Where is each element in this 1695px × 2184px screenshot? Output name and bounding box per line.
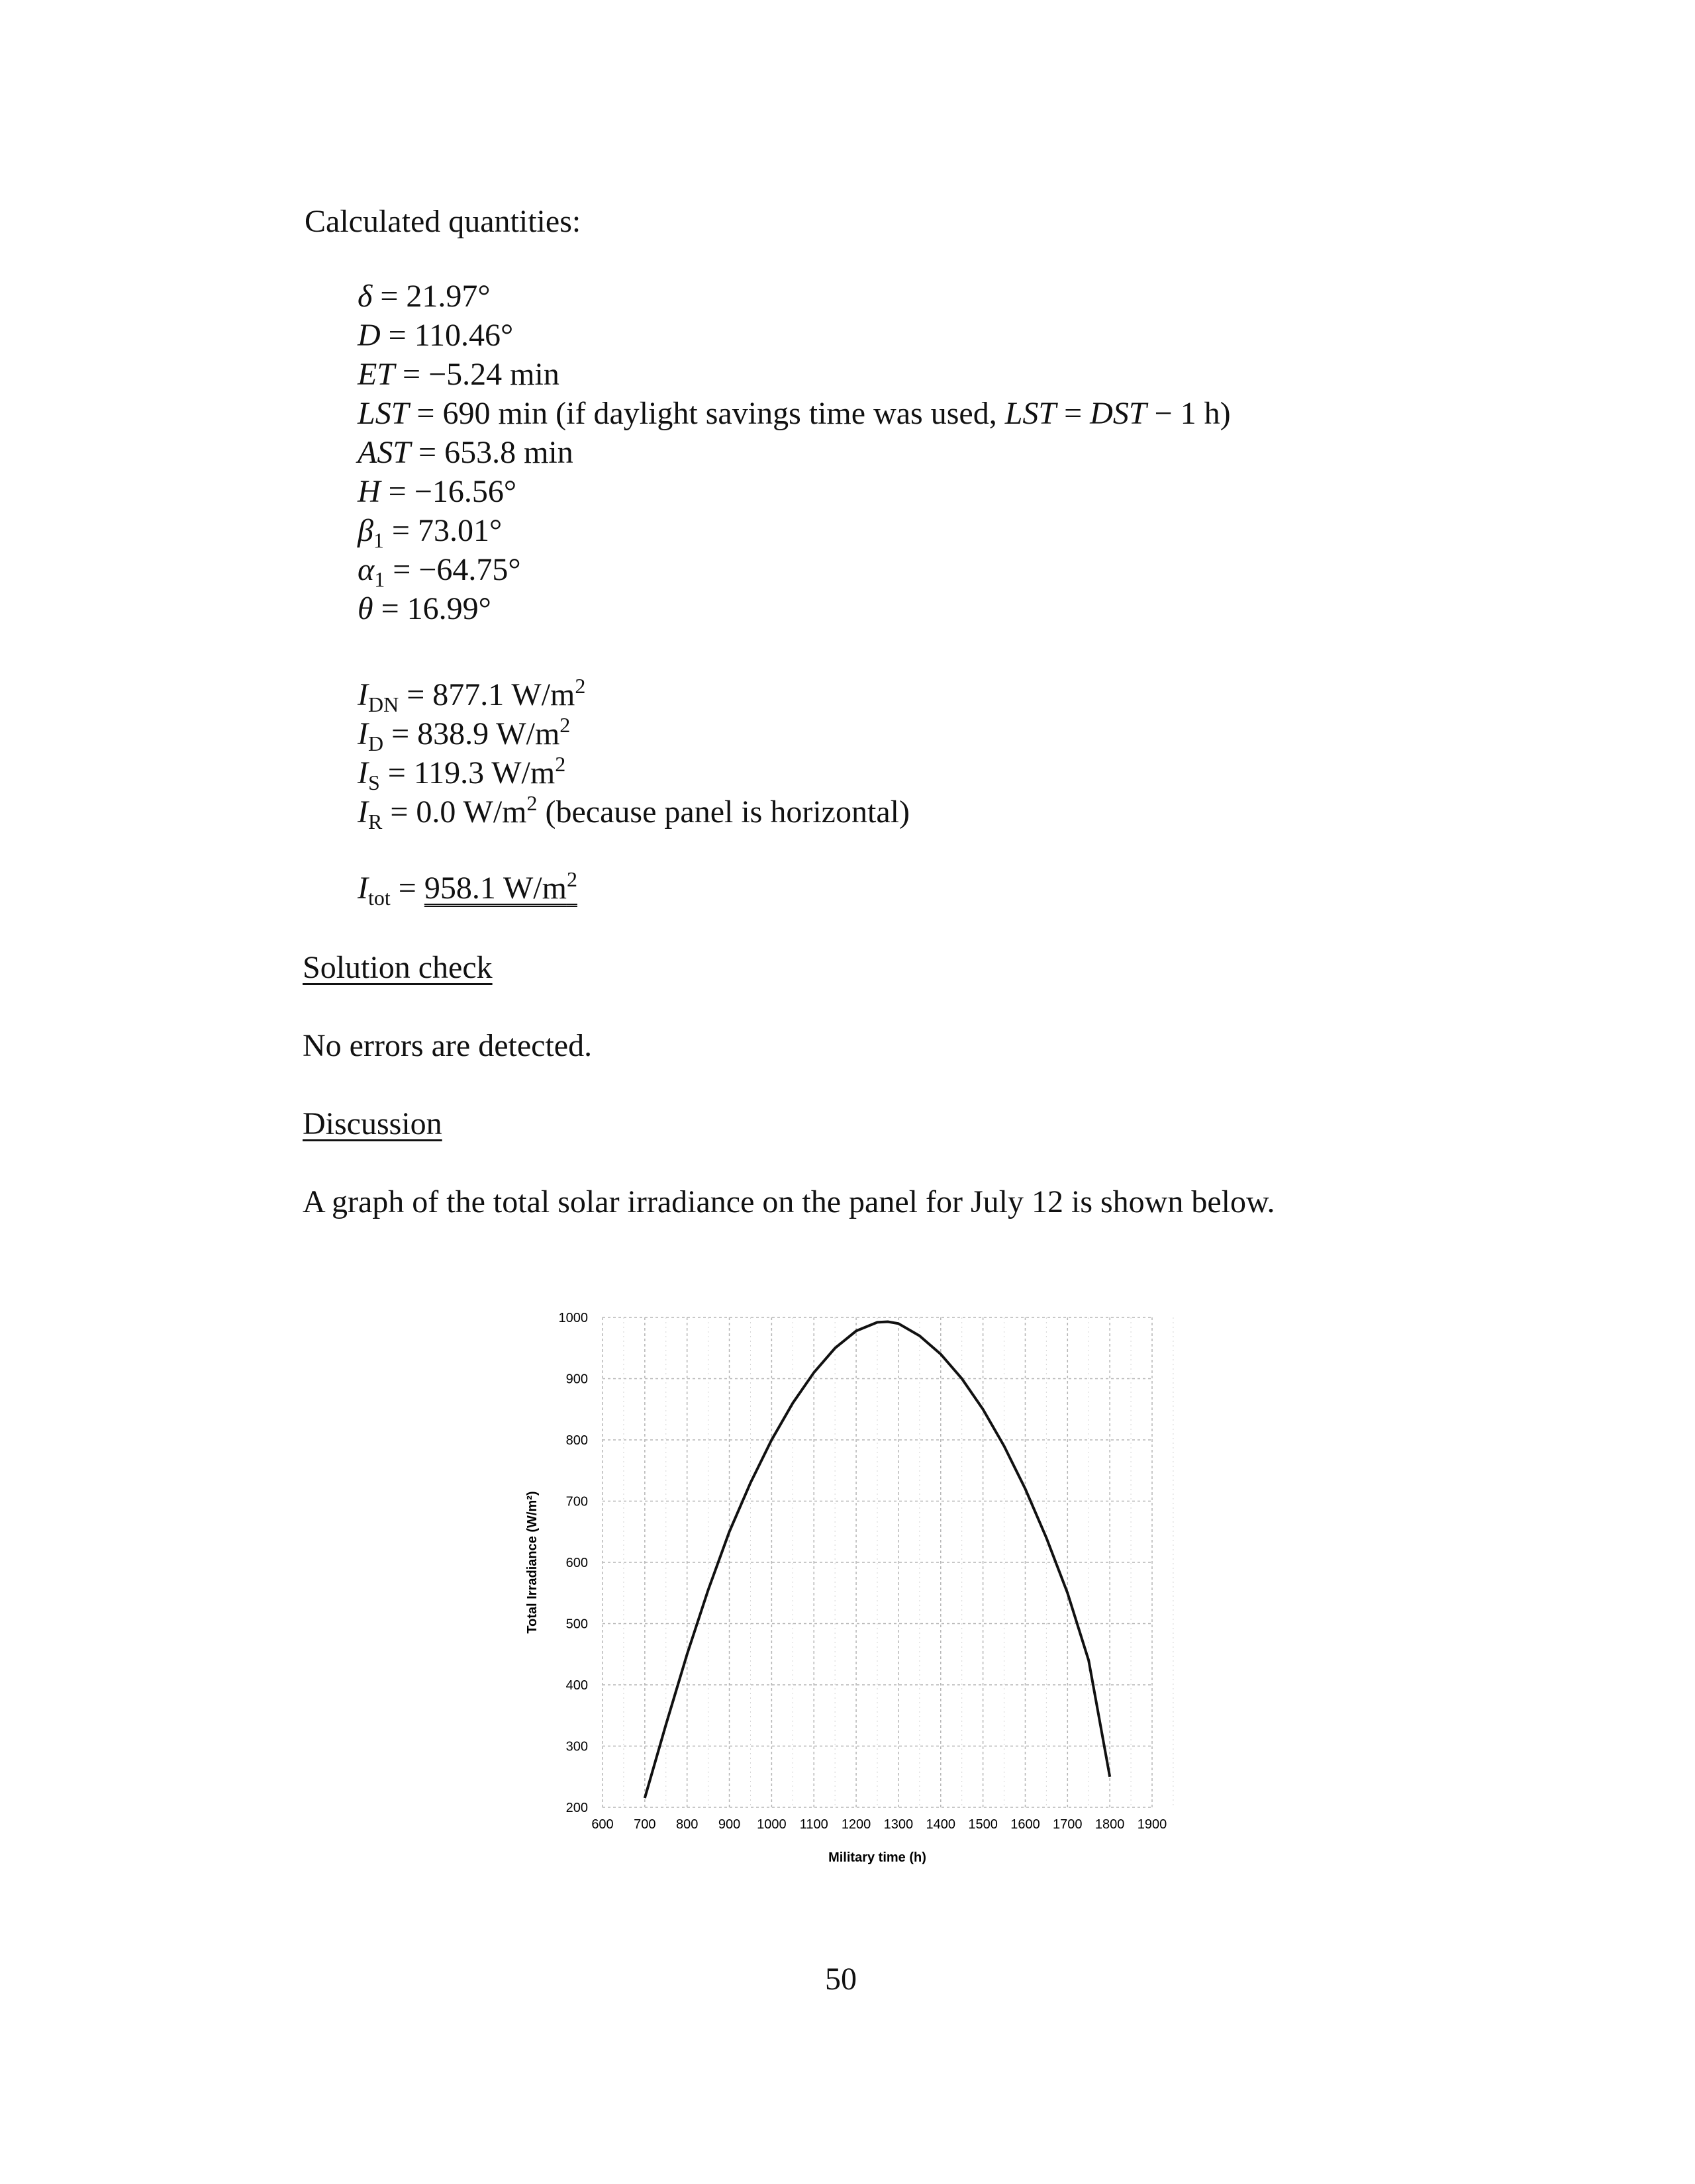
x-tick-label: 1400 [926,1817,956,1832]
equation-symbol: H [358,474,381,509]
equation-symbol: α [358,552,375,587]
y-tick-label: 400 [565,1678,588,1693]
y-tick-label: 700 [565,1494,588,1509]
equation-symbol: I [358,794,368,830]
equation-symbol: δ [358,279,373,314]
equation-value: = 0.0 W/m [390,794,527,830]
y-tick-label: 900 [565,1372,588,1387]
equation-symbol: β [358,513,373,548]
x-axis-label: Military time (h) [828,1850,926,1865]
total-symbol: I [358,871,368,906]
equation-symbol: AST [358,435,411,470]
equation-symbol: LST [358,396,409,431]
equation-value: = 73.01° [391,513,503,548]
chart-grid [603,1317,1173,1807]
equation-value: = 16.99° [381,591,491,626]
equation-IS [358,753,565,793]
equation-tail-value: − 1 h) [1146,396,1231,431]
x-tick-label: 1800 [1094,1817,1125,1832]
equation-superscript: 2 [575,674,586,698]
x-tick-label: 600 [591,1817,614,1832]
equation-subscript: S [367,771,380,794]
equation-symbol: θ [358,591,373,626]
equation-IR [358,792,910,832]
discussion-heading: Discussion [303,1106,442,1141]
total-irradiance [358,869,577,908]
equation-LST [358,394,1231,434]
x-tick-label: 1000 [757,1817,787,1832]
equation-ID [358,714,570,754]
equation-value: = 690 min (if daylight savings time was used, [416,396,997,431]
equation-symbol: ET [358,357,395,392]
equation-superscript: 2 [526,791,538,815]
x-tick-label: 1900 [1137,1817,1167,1832]
y-tick-labels [559,1311,589,1815]
x-tick-label: 1200 [841,1817,871,1832]
equation-subscript: 1 [373,528,384,552]
y-tick-label: 200 [565,1801,588,1815]
equation-tail-mid: = [1056,396,1090,431]
equation-value: = 110.46° [388,318,514,353]
equation-value: = 838.9 W/m [391,716,560,751]
y-tick-label: 500 [565,1617,588,1632]
equation-tail-symbol: LST [1004,396,1057,431]
irradiance-series-line [645,1322,1110,1799]
equation-D [358,316,513,356]
page-number: 50 [825,1962,857,1997]
equation-symbol: I [358,755,368,790]
equation-beta [358,511,502,551]
equation-value: = 877.1 W/m [407,677,575,712]
y-tick-label: 300 [565,1739,588,1754]
solution-check-text: No errors are detected. [303,1028,593,1063]
equation-subscript: 1 [374,567,385,591]
equation-value: = −5.24 min [403,357,559,392]
equation-AST [358,433,573,473]
equation-tail-symbol-2: DST [1090,396,1147,431]
equation-symbol: I [358,716,368,751]
equation-value: = 21.97° [380,279,491,314]
equation-value: = 653.8 min [418,435,573,470]
equation-subscript: R [367,810,383,833]
equation-IDN [358,675,585,715]
y-tick-label: 1000 [558,1311,588,1325]
x-tick-label: 800 [676,1817,699,1832]
equation-subscript: DN [367,692,399,716]
equation-value: = −64.75° [393,552,521,587]
equation-subscript: D [367,732,384,755]
equation-note: (because panel is horizontal) [537,794,910,830]
x-tick-label: 1600 [1010,1817,1040,1832]
x-tick-label: 700 [634,1817,656,1832]
equation-delta [358,277,491,316]
discussion-text: A graph of the total solar irradiance on the panel for July 12 is shown below. [303,1184,1275,1219]
solution-check-heading: Solution check [303,950,493,985]
equation-alpha [358,550,521,590]
equation-H [358,472,516,512]
equation-theta [358,589,491,629]
equation-symbol: I [358,677,368,712]
x-tick-label: 900 [718,1817,741,1832]
section-heading: Calculated quantities: [305,204,581,239]
x-tick-label: 1500 [968,1817,998,1832]
x-tick-label: 1100 [799,1817,828,1832]
x-tick-labels [591,1817,1167,1832]
x-tick-label: 1700 [1053,1817,1083,1832]
equation-superscript: 2 [555,752,566,776]
equation-superscript: 2 [559,713,571,737]
equation-symbol: D [358,318,381,353]
equation-ET [358,355,559,395]
y-axis-label: Total Irradiance (W/m²) [525,1491,540,1634]
y-tick-label: 800 [565,1433,588,1448]
equation-value: = 119.3 W/m [387,755,556,790]
irradiance-chart [503,1298,1192,1880]
y-tick-label: 600 [565,1556,588,1570]
total-equals: = [398,871,424,906]
equation-value: = −16.56° [388,474,517,509]
total-subscript: tot [367,886,391,910]
total-value: 958.1 $W/m^2$ [424,867,577,906]
x-tick-label: 1300 [883,1817,914,1832]
